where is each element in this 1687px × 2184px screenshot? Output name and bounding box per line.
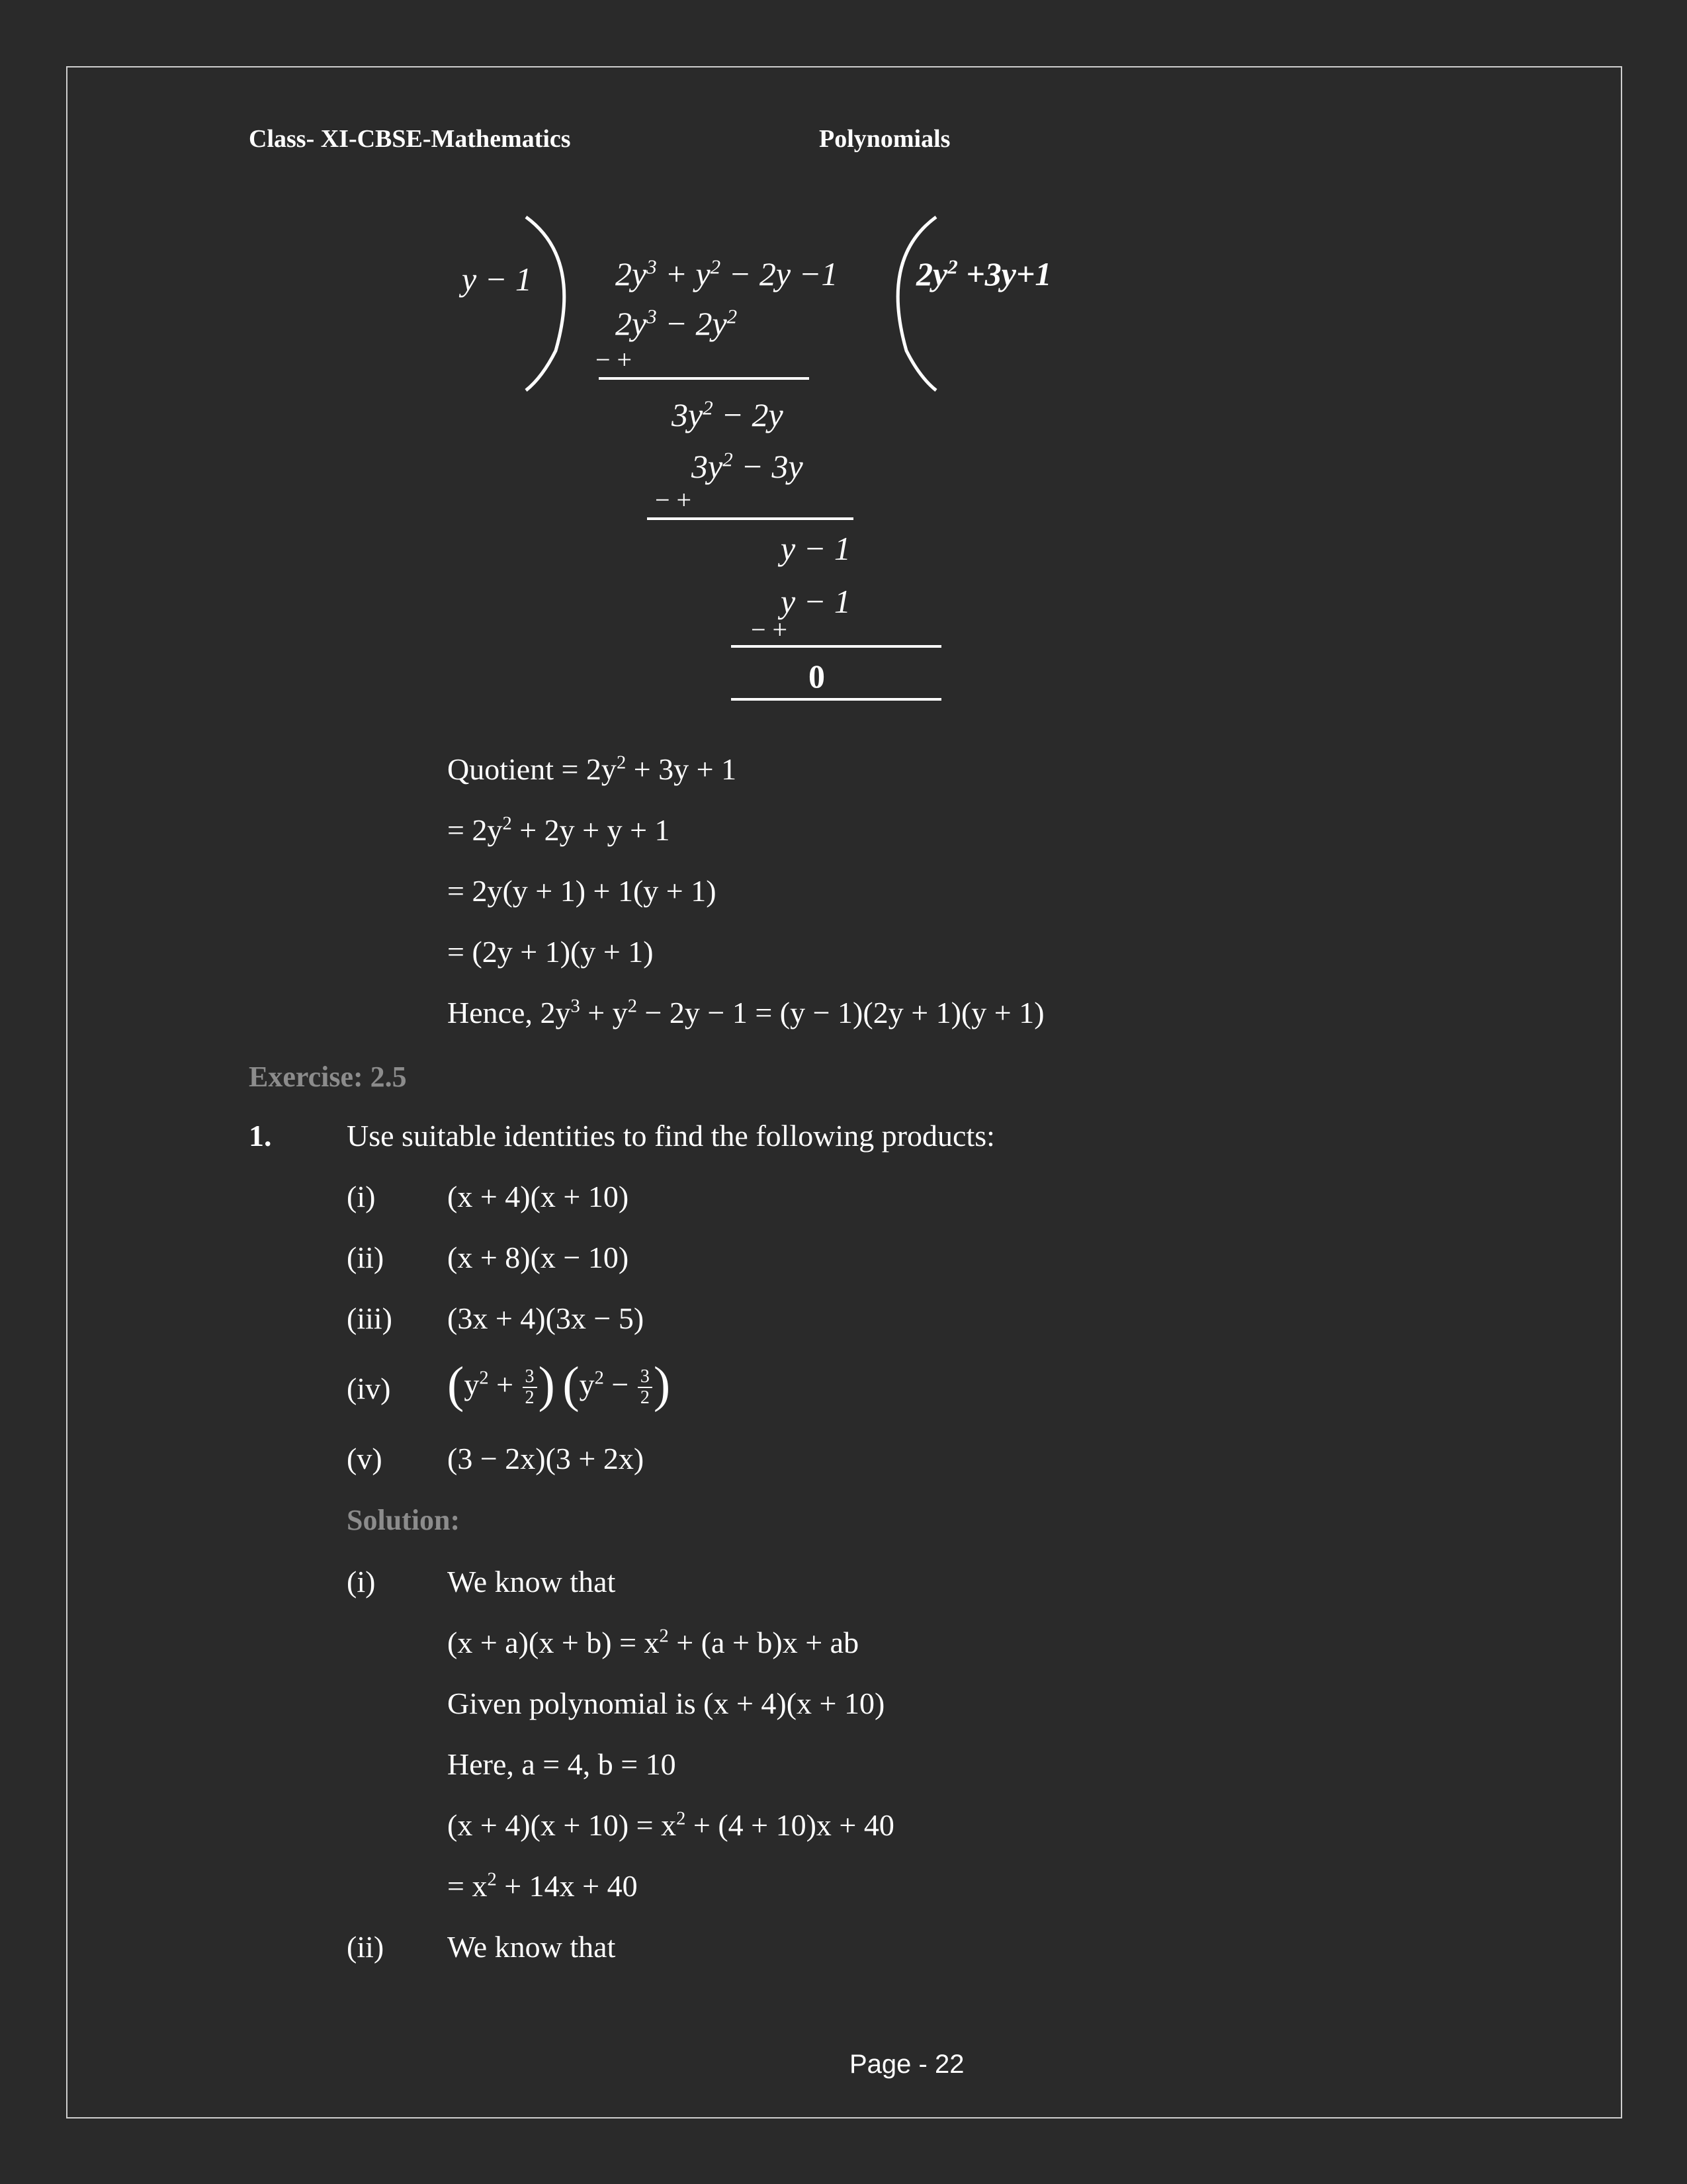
division-rule-2 (647, 517, 853, 520)
quotient: $2y^2 +3y+1$ (916, 255, 1052, 292)
header-topic: Polynomials (819, 125, 951, 153)
work-line-4: = (2y + 1)(y + 1) (447, 935, 654, 969)
divisor-bracket (516, 212, 589, 397)
item-expr-i: (x + 4)(x + 10) (447, 1180, 629, 1213)
hence-line: Hence, $2y^3 + y^2 - 2y - 1 = (y - 1)(2y + 1)(y + 1)$ (447, 996, 1045, 1029)
solution-i-result: = $x^2 + 14x + 40$ (447, 1869, 638, 1903)
quotient-bracket (873, 212, 946, 397)
solution-i-given: Given polynomial is (x + 4)(x + 10) (447, 1686, 885, 1720)
solution-ii-line-1: We know that (447, 1930, 616, 1964)
exercise-title: Exercise: 2.5 (249, 1061, 407, 1093)
item-expr-ii: (x + 8)(x − 10) (447, 1241, 629, 1274)
step3: y − 1 (781, 583, 851, 620)
step1-signs: − + (595, 345, 632, 374)
step2: $3y^2 - 3y$ (691, 447, 803, 485)
dividend: $2y^3 + y^2 - 2y -1$ (615, 255, 838, 292)
item-label-ii: (ii) (347, 1241, 384, 1274)
question-number: 1. (249, 1119, 272, 1153)
solution-i-identity: $(x + a)(x + b) = x^2 + (a + b)x$ + ab (447, 1626, 859, 1659)
solution-label-ii: (ii) (347, 1930, 384, 1964)
quotient-line: Quotient = $2y^2 + 3y + 1$ (447, 752, 737, 786)
solution-i-line-1: We know that (447, 1565, 616, 1598)
item-label-iii: (iii) (347, 1301, 392, 1335)
item-expr-iv: ($y^2$ + $\frac{3}{2}$ ) ($y^2$ − $\frac{3}{2}$ ) (447, 1357, 671, 1413)
division-rule-3 (731, 645, 941, 648)
solution-i-substitute: $(x + 4)(x + 10) = x^2 + (4 + 10)x + 40$ (447, 1808, 894, 1842)
step1: $2y^3 - 2y^2$ (615, 304, 738, 342)
final-remainder: 0 (808, 658, 825, 695)
header-class: Class- XI-CBSE-Mathematics (249, 125, 571, 153)
page-number: Page - 22 (849, 2050, 965, 2079)
division-rule-4 (731, 698, 941, 701)
solution-title: Solution: (347, 1504, 460, 1536)
divisor: y − 1 (462, 261, 532, 298)
remainder-2: y − 1 (781, 530, 851, 567)
work-line-3: = 2y(y + 1) + 1(y + 1) (447, 874, 716, 908)
step2-signs: − + (655, 485, 692, 515)
solution-i-here: Here, a = 4, b = 10 (447, 1747, 676, 1781)
question-text: Use suitable identities to find the following products: (347, 1119, 995, 1153)
item-label-v: (v) (347, 1442, 382, 1475)
step3-signs: − + (751, 615, 788, 644)
item-label-i: (i) (347, 1180, 376, 1213)
division-rule-1 (599, 377, 809, 380)
solution-label-i: (i) (347, 1565, 376, 1598)
item-label-iv: (iv) (347, 1372, 391, 1405)
item-expr-iii: (3x + 4)(3x − 5) (447, 1301, 644, 1335)
remainder-1: $3y^2 - 2y$ (671, 396, 783, 433)
item-expr-v: (3 − 2x)(3 + 2x) (447, 1442, 644, 1475)
work-line-2: = $2y^2 + 2y + y + 1$ (447, 813, 670, 847)
